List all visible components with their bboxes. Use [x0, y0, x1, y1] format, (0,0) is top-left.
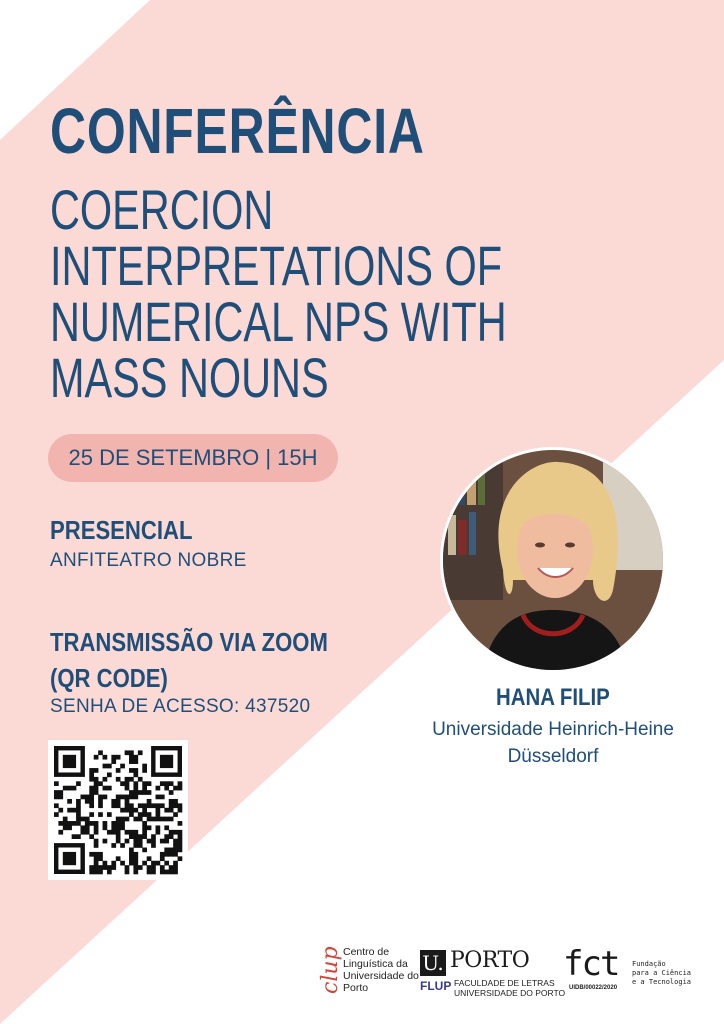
fct-line: e a Tecnologia — [632, 978, 692, 986]
speaker-name-text: HANA FILIP — [496, 684, 610, 711]
speaker-name — [440, 684, 666, 712]
clup-line: Porto — [343, 982, 369, 994]
flup-line: FACULDADE DE LETRAS — [454, 978, 555, 988]
clup-logo-text — [343, 946, 419, 994]
conference-title — [50, 178, 509, 409]
uporto-logo-word: PORTO — [450, 948, 530, 973]
fct-logo-icon: fct — [563, 944, 619, 984]
clup-logo-icon: clup — [318, 946, 343, 994]
clup-line: Centro de — [343, 946, 390, 958]
qr-code-icon[interactable] — [48, 740, 188, 880]
flup-logo-tag: FLUP — [420, 979, 452, 993]
speaker-photo — [440, 447, 666, 673]
fct-logo-text — [632, 960, 691, 987]
flup-line: UNIVERSIDADE DO PORTO — [454, 987, 566, 998]
affiliation-line: Universidade Heinrich-Heine — [432, 719, 674, 740]
fct-line: Fundação — [632, 960, 666, 968]
speaker-affiliation — [400, 716, 706, 770]
date-time-text: 25 DE SETEMBRO | 15H — [68, 445, 318, 470]
title-line: COERCION — [50, 178, 274, 241]
clup-line: Linguística da — [343, 958, 408, 970]
fct-code: UIDB/00022/2020 — [569, 985, 618, 991]
clup-line: Universidade do — [343, 970, 419, 982]
affiliation-line: Düsseldorf — [507, 746, 599, 767]
title-line: INTERPRETATIONS OF — [50, 234, 503, 297]
event-kicker: CONFERÊNCIA — [50, 95, 425, 167]
uporto-logo-icon: U. — [420, 950, 446, 976]
date-badge — [48, 434, 338, 482]
venue-text: ANFITEATRO NOBRE — [50, 550, 247, 571]
in-person-heading: PRESENCIAL — [50, 515, 193, 545]
zoom-heading-line: TRANSMISSÃO VIA ZOOM — [50, 627, 328, 657]
flup-logo-text — [454, 979, 565, 998]
zoom-heading — [50, 624, 328, 696]
access-password: SENHA DE ACESSO: 437520 — [50, 696, 311, 717]
title-line: NUMERICAL NPS WITH — [50, 290, 507, 353]
fct-line: para a Ciência — [632, 969, 692, 977]
zoom-heading-line: (QR CODE) — [50, 663, 168, 693]
title-line: MASS NOUNS — [50, 346, 329, 409]
